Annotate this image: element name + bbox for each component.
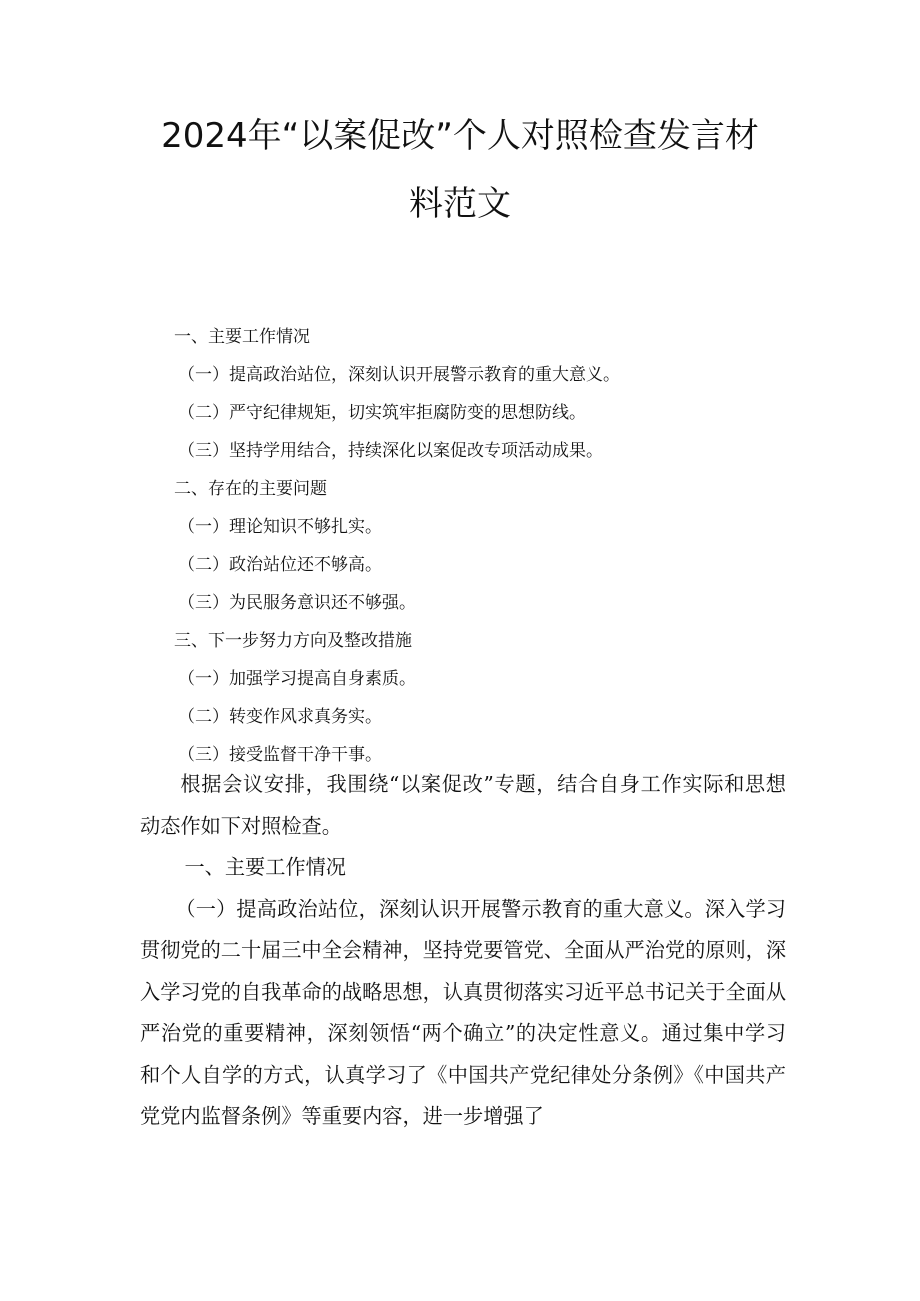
outline-item: （二）严守纪律规矩，切实筑牢拒腐防变的思想防线。 <box>178 403 586 423</box>
outline-item: （一）提高政治站位，深刻认识开展警示教育的重大意义。 <box>178 365 620 385</box>
document-body <box>140 764 786 1138</box>
document-title <box>140 102 780 238</box>
outline-item: （二）转变作风求真务实。 <box>178 707 382 727</box>
outline-item: 三、下一步努力方向及整改措施 <box>174 631 412 651</box>
outline-item: （一）加强学习提高自身素质。 <box>178 669 416 689</box>
title-line-2: 料范文 <box>409 184 511 224</box>
outline-item: （三）坚持学用结合，持续深化以案促改专项活动成果。 <box>178 441 603 461</box>
title-line-1: 2024年“以案促改”个人对照检查发言材 <box>161 116 759 156</box>
outline-list <box>174 318 814 774</box>
outline-item: （三）接受监督干净干事。 <box>178 745 382 765</box>
outline-item: （二）政治站位还不够高。 <box>178 555 382 575</box>
outline-item: （一）理论知识不够扎实。 <box>178 517 382 537</box>
outline-item: 二、存在的主要问题 <box>174 479 327 499</box>
outline-item: 一、主要工作情况 <box>174 327 310 347</box>
outline-item: （三）为民服务意识还不够强。 <box>178 593 416 613</box>
intro-paragraph: 根据会议安排，我围绕“以案促改”专题，结合自身工作实际和思想动态作如下对照检查。 <box>140 772 786 838</box>
section-heading: 一、主要工作情况 <box>184 855 346 879</box>
body-paragraph: （一）提高政治站位，深刻认识开展警示教育的重大意义。深入学习贯彻党的二十届三中全会精神，坚持党要管党、全面从严治党的原则，深入学习党的自我革命的战略思想，认真贯彻落实习近平总书记关于全面从严治党的重要精神，深刻领悟“两个确立”的决定性意义。通过集中学习和个人自学的方式，认真学习了《中国共产党纪律处分条例》《中国共产党党内监督条例》等重要内容，进一步增强了 <box>140 896 787 1128</box>
